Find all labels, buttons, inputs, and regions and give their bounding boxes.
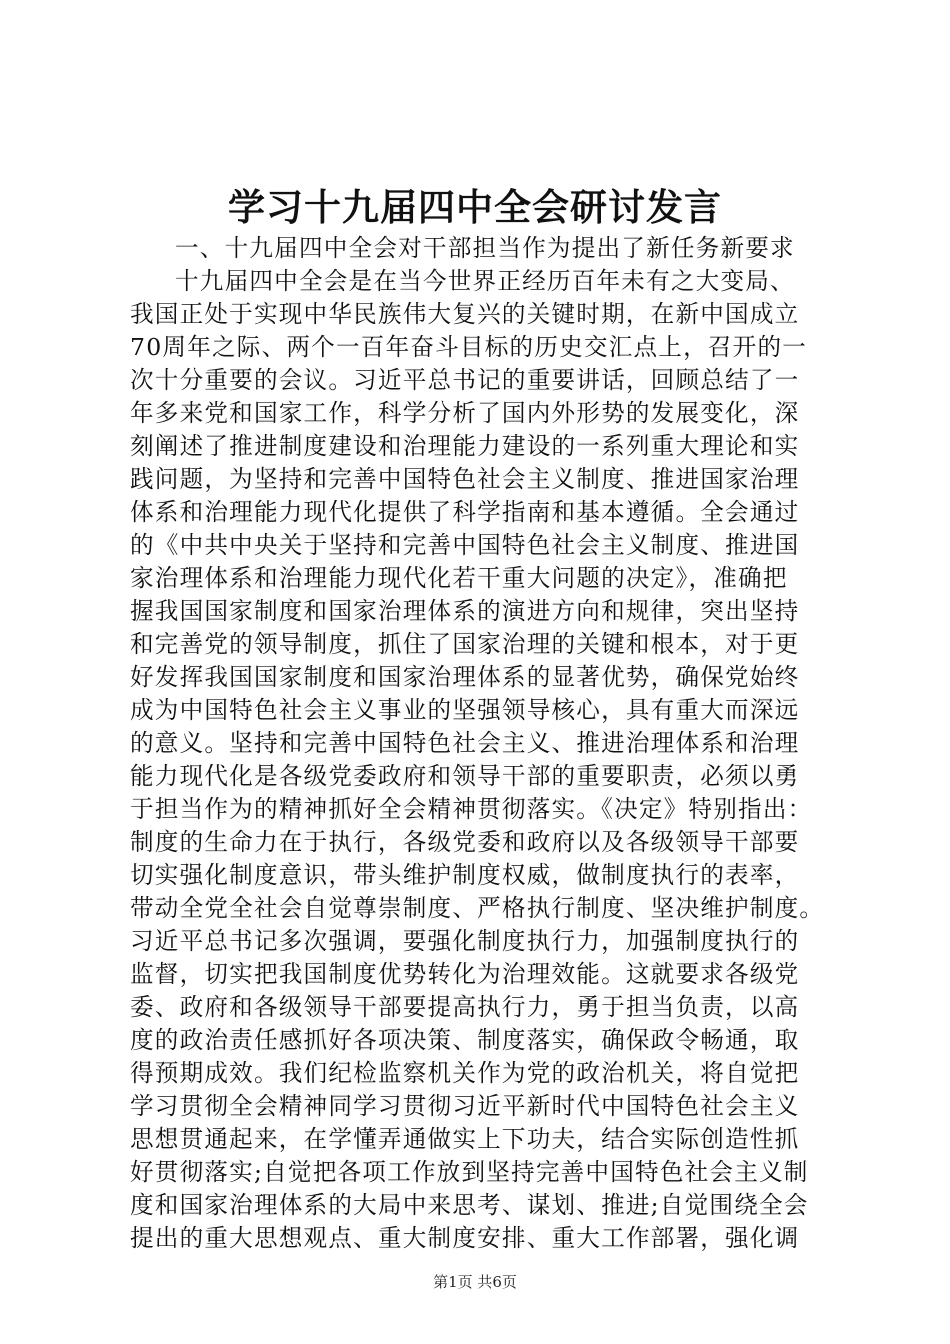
paragraph-line: 践问题，为坚持和完善中国特色社会主义制度、推进国家治理	[130, 465, 800, 493]
paragraph-line: 70周年之际、两个一百年奋斗目标的历史交汇点上，召开的一	[130, 333, 808, 361]
paragraph-line: 学习贯彻全会精神同学习贯彻习近平新时代中国特色社会主义	[130, 1092, 800, 1120]
paragraph-line: 能力现代化是各级党委政府和领导干部的重要职责，必须以勇	[130, 762, 800, 790]
document-title: 学习十九届四中全会研讨发言	[228, 186, 722, 229]
document-body	[130, 232, 834, 1255]
paragraph-line: 握我国国家制度和国家治理体系的演进方向和规律，突出坚持	[130, 597, 800, 625]
paragraph-line: 好发挥我国国家制度和国家治理体系的显著优势，确保党始终	[130, 663, 800, 691]
paragraph-line: 家治理体系和治理能力现代化若干重大问题的决定》，准确把	[130, 564, 788, 592]
paragraph-line: 带动全党全社会自觉尊崇制度、严格执行制度、坚决维护制度。	[130, 894, 825, 922]
paragraph-line: 度的政治责任感抓好各项决策、制度落实，确保政令畅通，取	[130, 1026, 800, 1054]
section-heading: 一、十九届四中全会对干部担当作为提出了新任务新要求	[175, 234, 795, 262]
paragraph-line: 提出的重大思想观点、重大制度安排、重大工作部署，强化调	[130, 1224, 800, 1252]
paragraph-line: 制度的生命力在于执行，各级党委和政府以及各级领导干部要	[130, 828, 800, 856]
paragraph-line: 习近平总书记多次强调，要强化制度执行力，加强制度执行的	[130, 927, 800, 955]
paragraph-line: 成为中国特色社会主义事业的坚强领导核心，具有重大而深远	[130, 696, 800, 724]
paragraph-line: 得预期成效。我们纪检监察机关作为党的政治机关，将自觉把	[130, 1059, 800, 1087]
paragraph-line: 和完善党的领导制度，抓住了国家治理的关键和根本，对于更	[130, 630, 800, 658]
paragraph-line: 好贯彻落实;自觉把各项工作放到坚持完善中国特色社会主义制	[130, 1158, 809, 1186]
paragraph-line: 度和国家治理体系的大局中来思考、谋划、推进;自觉围绕全会	[130, 1191, 809, 1219]
paragraph-line: 委、政府和各级领导干部要提高执行力，勇于担当负责，以高	[130, 993, 800, 1021]
paragraph-line: 于担当作为的精神抓好全会精神贯彻落实。《决定》特别指出：	[130, 795, 813, 823]
paragraph-line: 的《中共中央关于坚持和完善中国特色社会主义制度、推进国	[130, 531, 800, 559]
page-number-footer: 第1页 共6页	[433, 1273, 517, 1291]
paragraph-line: 思想贯通起来，在学懂弄通做实上下功夫，结合实际创造性抓	[130, 1125, 800, 1153]
paragraph-line: 我国正处于实现中华民族伟大复兴的关键时期，在新中国成立	[130, 300, 800, 328]
paragraph-line: 年多来党和国家工作，科学分析了国内外形势的发展变化，深	[130, 399, 800, 427]
paragraph-line: 刻阐述了推进制度建设和治理能力建设的一系列重大理论和实	[130, 432, 800, 460]
paragraph-line: 次十分重要的会议。习近平总书记的重要讲话，回顾总结了一	[130, 366, 800, 394]
paragraph-line: 十九届四中全会是在当今世界正经历百年未有之大变局、	[175, 267, 795, 295]
paragraph-line: 的意义。坚持和完善中国特色社会主义、推进治理体系和治理	[130, 729, 800, 757]
paragraph-line: 体系和治理能力现代化提供了科学指南和基本遵循。全会通过	[130, 498, 800, 526]
paragraph-line: 切实强化制度意识，带头维护制度权威，做制度执行的表率，	[130, 861, 800, 889]
paragraph-line: 监督，切实把我国制度优势转化为治理效能。这就要求各级党	[130, 960, 800, 988]
